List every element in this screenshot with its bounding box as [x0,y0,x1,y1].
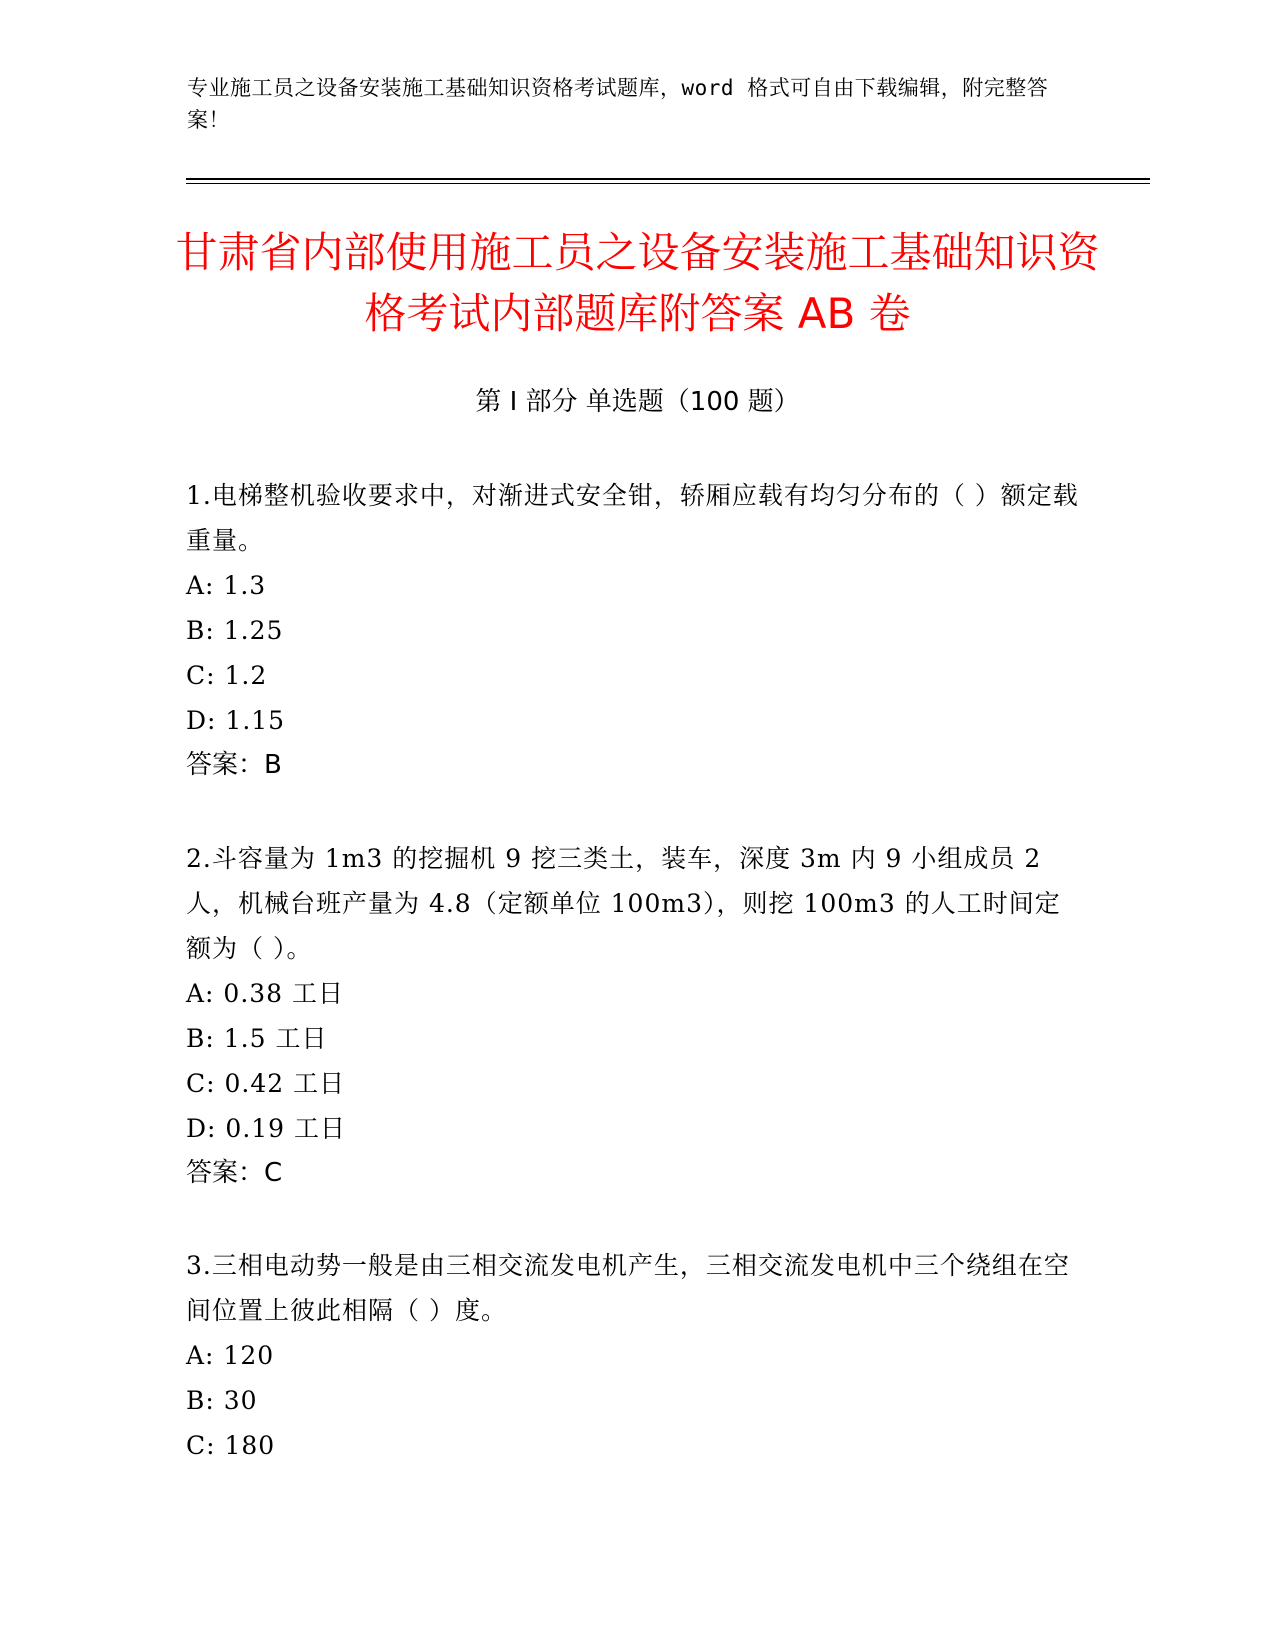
option-c: C: 1.2 [186,661,268,690]
header-rule-thin [186,183,1150,184]
option-d: D: 0.19 工日 [186,1114,347,1143]
option-a: A: 0.38 工日 [186,979,345,1008]
option-c: C: 180 [186,1431,276,1460]
option-b: B: 30 [186,1386,258,1415]
answer: 答案：B [186,750,282,780]
question-1 [186,473,1086,788]
header-note: 专业施工员之设备安装施工基础知识资格考试题库，word 格式可自由下载编辑，附完整答案！ [187,76,1049,132]
question-stem: 3.三相电动势一般是由三相交流发电机产生，三相交流发电机中三个绕组在空间位置上彼此相隔（ ）度。 [186,1251,1070,1325]
header-rule-thick [186,178,1150,180]
answer: 答案：C [186,1158,283,1188]
option-b: B: 1.25 [186,616,284,645]
document-title: 甘肃省内部使用施工员之设备安装施工基础知识资格考试内部题库附答案 AB 卷 [175,228,1100,338]
option-c: C: 0.42 工日 [186,1069,346,1098]
option-d: D: 1.15 [186,706,286,735]
option-a: A: 1.3 [186,571,267,600]
question-stem: 2.斗容量为 1m3 的挖掘机 9 挖三类土，装车，深度 3m 内 9 小组成员 2 人，机械台班产量为 4.8（定额单位 100m3），则挖 100m3 的人工时间定额为（ ）。 [186,844,1061,963]
question-2 [186,836,1086,1196]
option-a: A: 120 [186,1341,275,1370]
section-heading: 第 I 部分 单选题（100 题） [475,387,800,417]
question-3 [186,1243,1086,1468]
option-b: B: 1.5 工日 [186,1024,328,1053]
question-stem: 1.电梯整机验收要求中，对渐进式安全钳，轿厢应载有均匀分布的（ ）额定载重量。 [186,481,1079,555]
